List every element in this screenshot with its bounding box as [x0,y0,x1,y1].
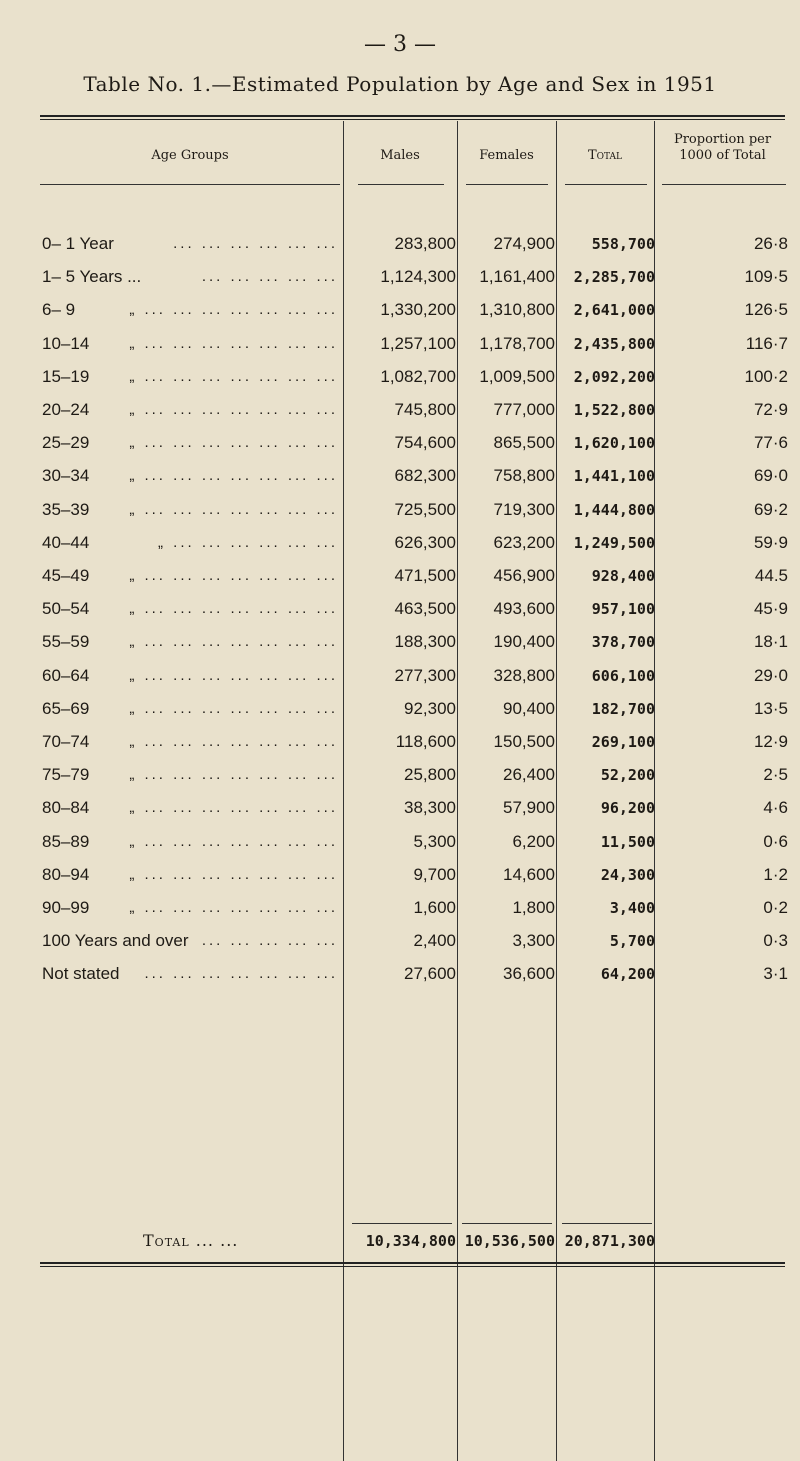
males-value: 92,300 [404,699,456,718]
table-row [0,860,800,890]
males-value: 1,330,200 [380,300,456,319]
leader-dots: „ ... ... ... ... ... ... ... [129,799,338,816]
females-value: 1,178,700 [479,334,555,353]
age-group-label: 75–79 [42,765,90,784]
age-group-label: 6– 9 [42,300,76,319]
males-value: 1,124,300 [380,267,456,286]
total-value: 1,522,800 [573,401,655,419]
proportion-value: 126·5 [744,300,788,319]
total-rule-total [562,1223,652,1224]
table-row [0,694,800,724]
females-value: 719,300 [493,500,555,519]
age-group-label: 50–54 [42,599,90,618]
females-value: 777,000 [493,400,555,419]
males-value: 682,300 [394,466,456,485]
females-value: 36,600 [503,964,555,983]
leader-dots: „ ... ... ... ... ... ... ... [129,600,338,617]
table-row [0,395,800,425]
proportion-value: 59·9 [753,533,788,552]
table-row [0,827,800,857]
leader-dots: „ ... ... ... ... ... ... ... [129,301,338,318]
leader-dots: „ ... ... ... ... ... ... ... [129,667,338,684]
table-row [0,262,800,292]
males-value: 725,500 [394,500,456,519]
table-row [0,627,800,657]
header-females: Females [479,148,534,163]
males-value: 626,300 [394,533,456,552]
proportion-value: 0·6 [763,832,788,851]
header-underline-total [565,184,647,185]
males-value: 118,600 [395,732,456,751]
leader-dots: ... ... ... ... ... ... ... [144,965,338,982]
males-value: 38,300 [404,798,456,817]
proportion-value: 45·9 [753,599,788,618]
total-value: 2,641,000 [573,301,655,319]
table-row [0,329,800,359]
age-group-label: 65–69 [42,699,90,718]
header-males: Males [380,148,420,163]
age-group-label: 1– 5 Years ... [42,267,142,286]
females-value: 190,400 [493,632,555,651]
leader-dots: „ ... ... ... ... ... ... [157,534,338,551]
age-group-label: 80–84 [42,798,90,817]
total-value: 5,700 [609,932,655,950]
totals-total: 20,871,300 [564,1232,655,1250]
males-value: 9,700 [413,865,456,884]
header-underline-proportion [662,184,786,185]
leader-dots: „ ... ... ... ... ... ... ... [129,700,338,717]
table-row [0,229,800,259]
header-total: Total [587,148,623,163]
table-row [0,561,800,591]
females-value: 1,800 [512,898,555,917]
proportion-value: 4·6 [763,798,788,817]
table-row [0,528,800,558]
males-value: 1,600 [413,898,456,917]
proportion-value: 72·9 [753,400,788,419]
females-value: 274,900 [493,234,555,253]
leader-dots: „ ... ... ... ... ... ... ... [129,899,338,916]
table-title: Table No. 1.—Estimated Population by Age and Sex in 1951 [83,72,717,96]
age-group-label: 20–24 [42,400,90,419]
table-row [0,461,800,491]
females-value: 1,161,400 [479,267,555,286]
proportion-value: 69·2 [753,500,788,519]
age-group-label: 85–89 [42,832,90,851]
total-value: 96,200 [600,799,655,817]
males-value: 277,300 [394,666,456,685]
total-value: 957,100 [591,600,655,618]
females-value: 150,500 [493,732,555,751]
header-underline-males [358,184,444,185]
age-group-label: 70–74 [42,732,90,751]
males-value: 754,600 [394,433,456,452]
table-row [0,362,800,392]
females-value: 623,200 [493,533,555,552]
header-age-groups: Age Groups [151,148,229,163]
proportion-value: 116·7 [745,334,788,353]
header-underline-females [466,184,548,185]
leader-dots: „ ... ... ... ... ... ... ... [129,501,338,518]
proportion-value: 29·0 [753,666,788,685]
total-value: 1,444,800 [573,501,655,519]
bottom-rule-thin [40,1266,785,1267]
leader-dots: ... ... ... ... ... [201,932,338,949]
males-value: 471,500 [394,566,456,585]
females-value: 1,310,800 [479,300,555,319]
age-group-label: 80–94 [42,865,90,884]
leader-dots: „ ... ... ... ... ... ... ... [129,467,338,484]
table-row [0,959,800,989]
totals-males: 10,334,800 [365,1232,456,1250]
bottom-rule [40,1262,785,1264]
proportion-value: 18·1 [753,632,788,651]
leader-dots: „ ... ... ... ... ... ... ... [129,766,338,783]
total-value: 269,100 [591,733,655,751]
total-rule-males [352,1223,452,1224]
leader-dots: ... ... ... ... ... ... [173,235,338,252]
females-value: 3,300 [512,931,555,950]
females-value: 456,900 [493,566,555,585]
totals-label: Total ... ... [143,1231,239,1250]
total-value: 606,100 [591,667,655,685]
table-row [0,926,800,956]
males-value: 463,500 [394,599,456,618]
table-row [0,727,800,757]
total-value: 11,500 [600,833,655,851]
table-row [0,428,800,458]
leader-dots: „ ... ... ... ... ... ... ... [129,733,338,750]
females-value: 26,400 [503,765,555,784]
table-row [0,793,800,823]
total-rule-females [462,1223,552,1224]
females-value: 57,900 [503,798,555,817]
table-row [0,295,800,325]
page-number: — 3 — [364,32,436,57]
leader-dots: „ ... ... ... ... ... ... ... [129,567,338,584]
age-group-label: 60–64 [42,666,90,685]
leader-dots: ... ... ... ... ... [201,268,338,285]
males-value: 283,800 [394,234,456,253]
top-rule [40,115,785,117]
total-value: 928,400 [591,567,655,585]
age-group-label: 35–39 [42,500,90,519]
total-value: 3,400 [609,899,655,917]
header-underline-age [40,184,340,185]
age-group-label: 100 Years and over [42,931,189,950]
proportion-value: 3·1 [763,964,788,983]
leader-dots: „ ... ... ... ... ... ... ... [129,368,338,385]
leader-dots: „ ... ... ... ... ... ... ... [129,434,338,451]
age-group-label: 30–34 [42,466,90,485]
age-group-label: 45–49 [42,566,90,585]
total-value: 64,200 [600,965,655,983]
leader-dots: „ ... ... ... ... ... ... ... [129,335,338,352]
age-group-label: 0– 1 Year [42,234,114,253]
females-value: 1,009,500 [479,367,555,386]
males-value: 5,300 [413,832,456,851]
total-value: 1,249,500 [573,534,655,552]
leader-dots: „ ... ... ... ... ... ... ... [129,633,338,650]
males-value: 745,800 [394,400,456,419]
proportion-value: 26·8 [753,234,788,253]
age-group-label: 25–29 [42,433,90,452]
leader-dots: „ ... ... ... ... ... ... ... [129,401,338,418]
proportion-value: 2·5 [763,765,788,784]
total-value: 182,700 [591,700,655,718]
total-value: 378,700 [591,633,655,651]
leader-dots: „ ... ... ... ... ... ... ... [129,833,338,850]
table-row [0,661,800,691]
proportion-value: 1·2 [763,865,788,884]
total-value: 1,441,100 [573,467,655,485]
total-value: 2,285,700 [573,268,655,286]
males-value: 188,300 [394,632,456,651]
males-value: 1,257,100 [380,334,456,353]
males-value: 25,800 [404,765,456,784]
age-group-label: 10–14 [42,334,90,353]
proportion-value: 0·3 [763,931,788,950]
total-value: 2,435,800 [573,335,655,353]
total-value: 1,620,100 [573,434,655,452]
total-value: 24,300 [600,866,655,884]
proportion-value: 77·6 [753,433,788,452]
total-value: 52,200 [600,766,655,784]
leader-dots: „ ... ... ... ... ... ... ... [129,866,338,883]
proportion-value: 12·9 [753,732,788,751]
age-group-label: 90–99 [42,898,90,917]
females-value: 758,800 [493,466,555,485]
age-group-label: Not stated [42,964,120,983]
total-value: 2,092,200 [573,368,655,386]
totals-row [0,1226,800,1256]
proportion-value: 13·5 [753,699,788,718]
table-row [0,495,800,525]
age-group-label: 40–44 [42,533,90,552]
females-value: 14,600 [503,865,555,884]
table-row [0,594,800,624]
males-value: 1,082,700 [380,367,456,386]
table-row [0,760,800,790]
table-row [0,893,800,923]
males-value: 27,600 [404,964,456,983]
totals-females: 10,536,500 [464,1232,555,1250]
proportion-value: 100·2 [744,367,788,386]
females-value: 90,400 [503,699,555,718]
females-value: 493,600 [493,599,555,618]
males-value: 2,400 [413,931,456,950]
total-value: 558,700 [591,235,655,253]
age-group-label: 15–19 [42,367,90,386]
proportion-value: 69·0 [753,466,788,485]
proportion-value: 109·5 [744,267,788,286]
top-rule-thin [40,119,785,120]
proportion-value: 0·2 [763,898,788,917]
age-group-label: 55–59 [42,632,90,651]
females-value: 6,200 [512,832,555,851]
header-proportion: Proportion per 1000 of Total [673,132,772,163]
females-value: 328,800 [493,666,555,685]
proportion-value: 44.5 [754,566,788,585]
females-value: 865,500 [493,433,555,452]
